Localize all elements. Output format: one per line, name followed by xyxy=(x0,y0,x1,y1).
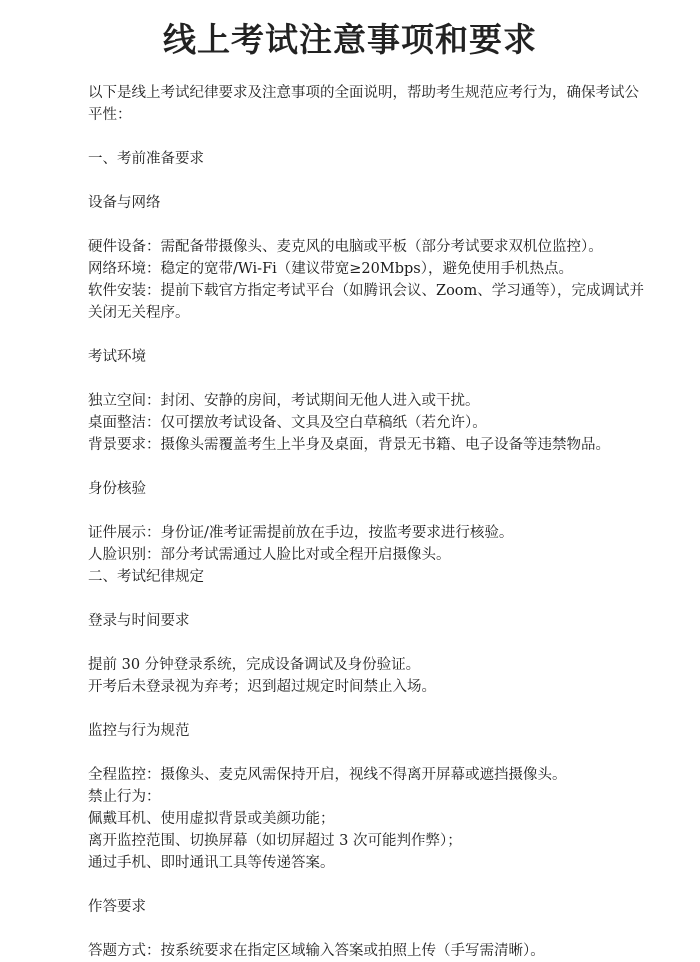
text-line: 全程监控：摄像头、麦克风需保持开启，视线不得离开屏幕或遮挡摄像头。 xyxy=(88,767,567,783)
subsection-heading: 作答要求 xyxy=(88,899,146,915)
text-line: 佩戴耳机、使用虚拟背景或美颜功能； xyxy=(88,811,335,827)
text-line: 硬件设备：需配备带摄像头、麦克风的电脑或平板（部分考试要求双机位监控）。 xyxy=(88,239,603,255)
text-line: 禁止行为： xyxy=(88,789,161,805)
section-heading: 二、考试纪律规定 xyxy=(88,569,204,585)
text-line: 独立空间：封闭、安静的房间，考试期间无他人进入或干扰。 xyxy=(88,393,480,409)
text-line: 离开监控范围、切换屏幕（如切屏超过 3 次可能判作弊）； xyxy=(88,833,462,849)
text-line: 桌面整洁：仅可摆放考试设备、文具及空白草稿纸（若允许）。 xyxy=(88,415,487,431)
text-line: 提前 30 分钟登录系统，完成设备调试及身份验证。 xyxy=(88,657,421,673)
subsection-heading: 设备与网络 xyxy=(88,195,161,211)
text-line: 通过手机、即时通讯工具等传递答案。 xyxy=(88,855,335,871)
subsection-heading: 考试环境 xyxy=(88,349,146,365)
text-line: 开考后未登录视为弃考；迟到超过规定时间禁止入场。 xyxy=(88,679,436,695)
text-line: 答题方式：按系统要求在指定区域输入答案或拍照上传（手写需清晰）。 xyxy=(88,943,545,959)
text-line: 背景要求：摄像头需覆盖考生上半身及桌面，背景无书籍、电子设备等违禁物品。 xyxy=(88,437,610,453)
text-line: 证件展示：身份证/准考证需提前放在手边，按监考要求进行核验。 xyxy=(88,525,514,541)
text-line: 人脸识别：部分考试需通过人脸比对或全程开启摄像头。 xyxy=(88,547,451,563)
intro-paragraph: 以下是线上考试纪律要求及注意事项的全面说明，帮助考生规范应考行为，确保考试公平性： xyxy=(88,85,639,123)
section-heading: 一、考前准备要求 xyxy=(88,151,204,167)
subsection-heading: 身份核验 xyxy=(88,481,146,497)
document-body xyxy=(88,82,648,962)
document-title: 线上考试注意事项和要求 xyxy=(163,20,537,59)
text-line: 网络环境：稳定的宽带/Wi-Fi（建议带宽≥20Mbps），避免使用手机热点。 xyxy=(88,261,573,277)
text-line: 软件安装：提前下载官方指定考试平台（如腾讯会议、Zoom、学习通等），完成调试并关闭无关程序。 xyxy=(88,283,645,321)
subsection-heading: 监控与行为规范 xyxy=(88,723,190,739)
subsection-heading: 登录与时间要求 xyxy=(88,613,190,629)
